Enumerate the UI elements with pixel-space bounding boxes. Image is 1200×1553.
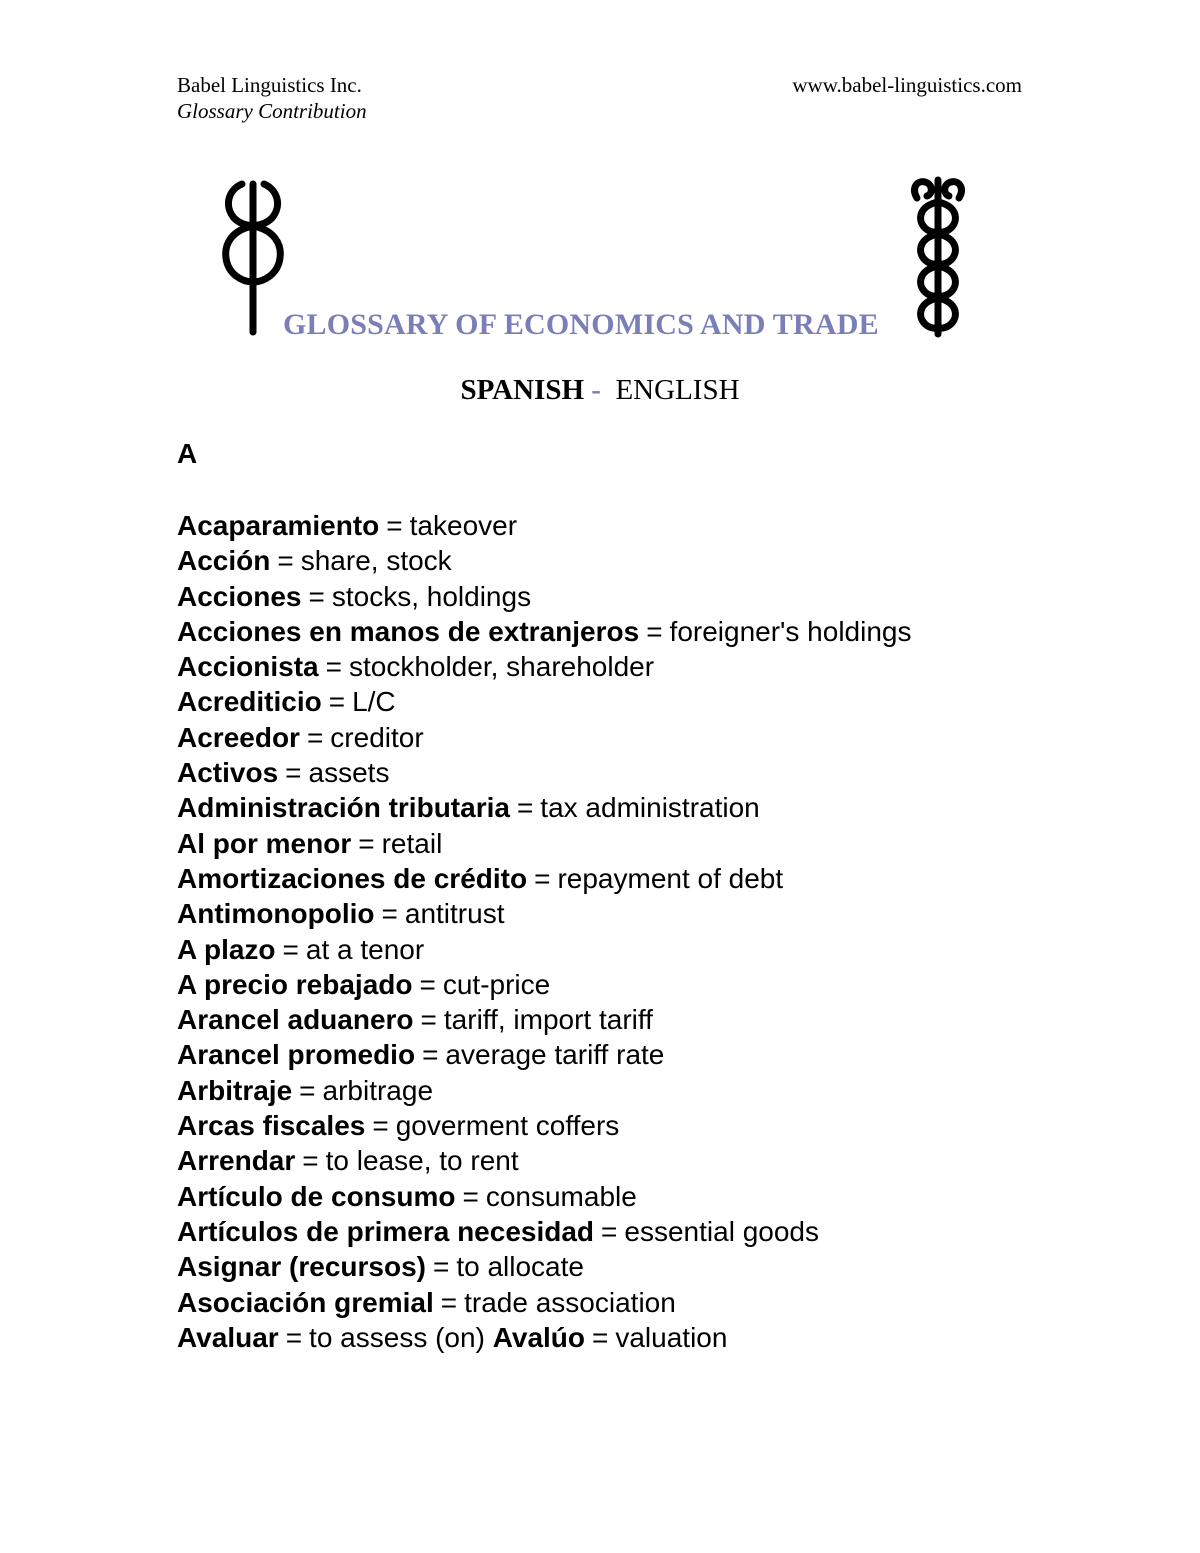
- entry-translation: to lease, to rent: [325, 1145, 519, 1177]
- entry-term: Activos: [177, 757, 279, 789]
- glossary-entry: [177, 1073, 911, 1108]
- equals-sign: =: [534, 862, 551, 894]
- equals-sign: =: [306, 721, 324, 753]
- website-url: www.babel-linguistics.com: [792, 73, 1022, 97]
- entry-term: A precio rebajado: [177, 968, 413, 1000]
- entry-term: Artículos de primera necesidad: [177, 1215, 595, 1247]
- glossary-entry: [177, 1179, 911, 1214]
- entry-translation: takeover: [409, 510, 518, 541]
- entry-term: Arrendar: [177, 1145, 296, 1177]
- entry-term: Asociación gremial: [177, 1286, 434, 1318]
- equals-sign: =: [308, 580, 325, 612]
- equals-sign: =: [592, 1321, 609, 1353]
- glossary-entry: [177, 932, 911, 967]
- language-separator: -: [591, 374, 601, 406]
- entry-term: Al por menor: [177, 827, 352, 859]
- equals-sign: =: [601, 1215, 618, 1247]
- equals-sign: =: [328, 686, 346, 718]
- entry-term: Amortizaciones de crédito: [177, 862, 528, 894]
- equals-sign: =: [302, 1145, 319, 1177]
- glossary-entry: [177, 826, 911, 861]
- equals-sign: =: [358, 827, 375, 859]
- entry-term: Acciones en manos de extranjeros: [177, 615, 640, 647]
- entry-translation: average tariff rate: [445, 1039, 665, 1071]
- glossary-entry: [177, 1037, 911, 1072]
- entry-term: Avaluar: [177, 1321, 279, 1353]
- entry-term: Asignar (recursos): [177, 1251, 426, 1283]
- entry-term: Arancel aduanero: [177, 1004, 414, 1036]
- header-left: [177, 72, 367, 124]
- glossary-entry: [177, 614, 911, 649]
- glossary-entry: [177, 684, 911, 719]
- entry-term: Acción: [177, 545, 271, 577]
- equals-sign: =: [386, 510, 403, 541]
- entry-translation: foreigner's holdings: [669, 615, 912, 647]
- entry-translation: creditor: [330, 721, 424, 753]
- caduceus-ornament-right-icon: [905, 176, 971, 340]
- equals-sign: =: [422, 1039, 439, 1071]
- section-letter: A: [177, 438, 198, 469]
- equals-sign: =: [646, 615, 663, 647]
- staff-ornament-left-icon: [218, 178, 288, 338]
- entry-term: Arancel promedio: [177, 1039, 416, 1071]
- equals-sign: =: [282, 933, 299, 965]
- entry-translation: share, stock: [300, 545, 452, 577]
- entry-translation: stockholder, shareholder: [348, 651, 655, 683]
- entry-translation: goverment coffers: [395, 1110, 620, 1142]
- glossary-entry: [177, 790, 911, 825]
- entry-translation: cut-price: [442, 968, 551, 1000]
- entry-term: Artículo de consumo: [177, 1180, 456, 1212]
- glossary-entry: [177, 755, 911, 790]
- header-subtitle: Glossary Contribution: [177, 99, 367, 123]
- entry-translation: stocks, holdings: [331, 580, 532, 612]
- entry-term: Accionista: [177, 651, 319, 683]
- equals-sign: =: [440, 1286, 458, 1318]
- glossary-entry: [177, 967, 911, 1002]
- glossary-entry: [177, 1143, 911, 1178]
- entry-term: A plazo: [177, 933, 276, 965]
- equals-sign: =: [325, 651, 342, 683]
- glossary-entry: [177, 508, 911, 543]
- equals-sign: =: [420, 1004, 437, 1036]
- glossary-entry: [177, 861, 911, 896]
- entry-translation: antitrust: [404, 898, 505, 930]
- equals-sign: =: [432, 1251, 450, 1283]
- entry-translation: at a tenor: [305, 933, 425, 965]
- entry-term: Arcas fiscales: [177, 1110, 366, 1142]
- glossary-title: GLOSSARY OF ECONOMICS AND TRADE: [283, 308, 879, 341]
- entry-term: Acreedor: [177, 721, 300, 753]
- language-pair: [0, 374, 1200, 407]
- entry-term: Administración tributaria: [177, 792, 510, 824]
- entry-term: Avalúo: [492, 1321, 585, 1353]
- target-language: ENGLISH: [615, 374, 740, 406]
- equals-sign: =: [285, 757, 302, 789]
- entry-term: Antimonopolio: [177, 898, 375, 930]
- equals-sign: =: [419, 968, 436, 1000]
- glossary-entry: [177, 543, 911, 578]
- glossary-entry: [177, 896, 911, 931]
- source-language: SPANISH: [460, 374, 585, 406]
- glossary-entry: [177, 1285, 911, 1320]
- glossary-entry: [177, 1249, 911, 1284]
- equals-sign: =: [277, 545, 294, 577]
- equals-sign: =: [462, 1180, 479, 1212]
- glossary-entry: [177, 579, 911, 614]
- glossary-entry: [177, 1002, 911, 1037]
- entry-translation: to assess (on): [309, 1321, 485, 1353]
- entry-translation: arbitrage: [322, 1074, 434, 1106]
- entry-term: Acrediticio: [177, 686, 322, 718]
- glossary-entry: [177, 1108, 911, 1143]
- entry-translation: tax administration: [540, 792, 760, 824]
- entry-translation: retail: [381, 827, 443, 859]
- glossary-entry-list: [177, 508, 911, 1355]
- glossary-entry: [177, 649, 911, 684]
- equals-sign: =: [285, 1321, 303, 1353]
- equals-sign: =: [516, 792, 534, 824]
- equals-sign: =: [381, 898, 398, 930]
- entry-term: Acciones: [177, 580, 302, 612]
- equals-sign: =: [372, 1110, 389, 1142]
- glossary-entry: [177, 1214, 911, 1249]
- entry-translation: trade association: [464, 1286, 676, 1318]
- glossary-entry-combined: [177, 1320, 911, 1355]
- entry-translation: essential goods: [624, 1215, 819, 1247]
- entry-term: Acaparamiento: [177, 510, 380, 541]
- company-name: Babel Linguistics Inc.: [177, 73, 362, 97]
- entry-translation: valuation: [615, 1321, 728, 1353]
- entry-translation: consumable: [485, 1180, 637, 1212]
- entry-translation: assets: [308, 757, 390, 789]
- entry-term: Arbitraje: [177, 1074, 293, 1106]
- entry-translation: L/C: [352, 686, 396, 718]
- entry-translation: repayment of debt: [557, 862, 784, 894]
- glossary-entry: [177, 720, 911, 755]
- equals-sign: =: [299, 1074, 316, 1106]
- entry-translation: to allocate: [456, 1251, 584, 1283]
- entry-translation: tariff, import tariff: [443, 1004, 653, 1036]
